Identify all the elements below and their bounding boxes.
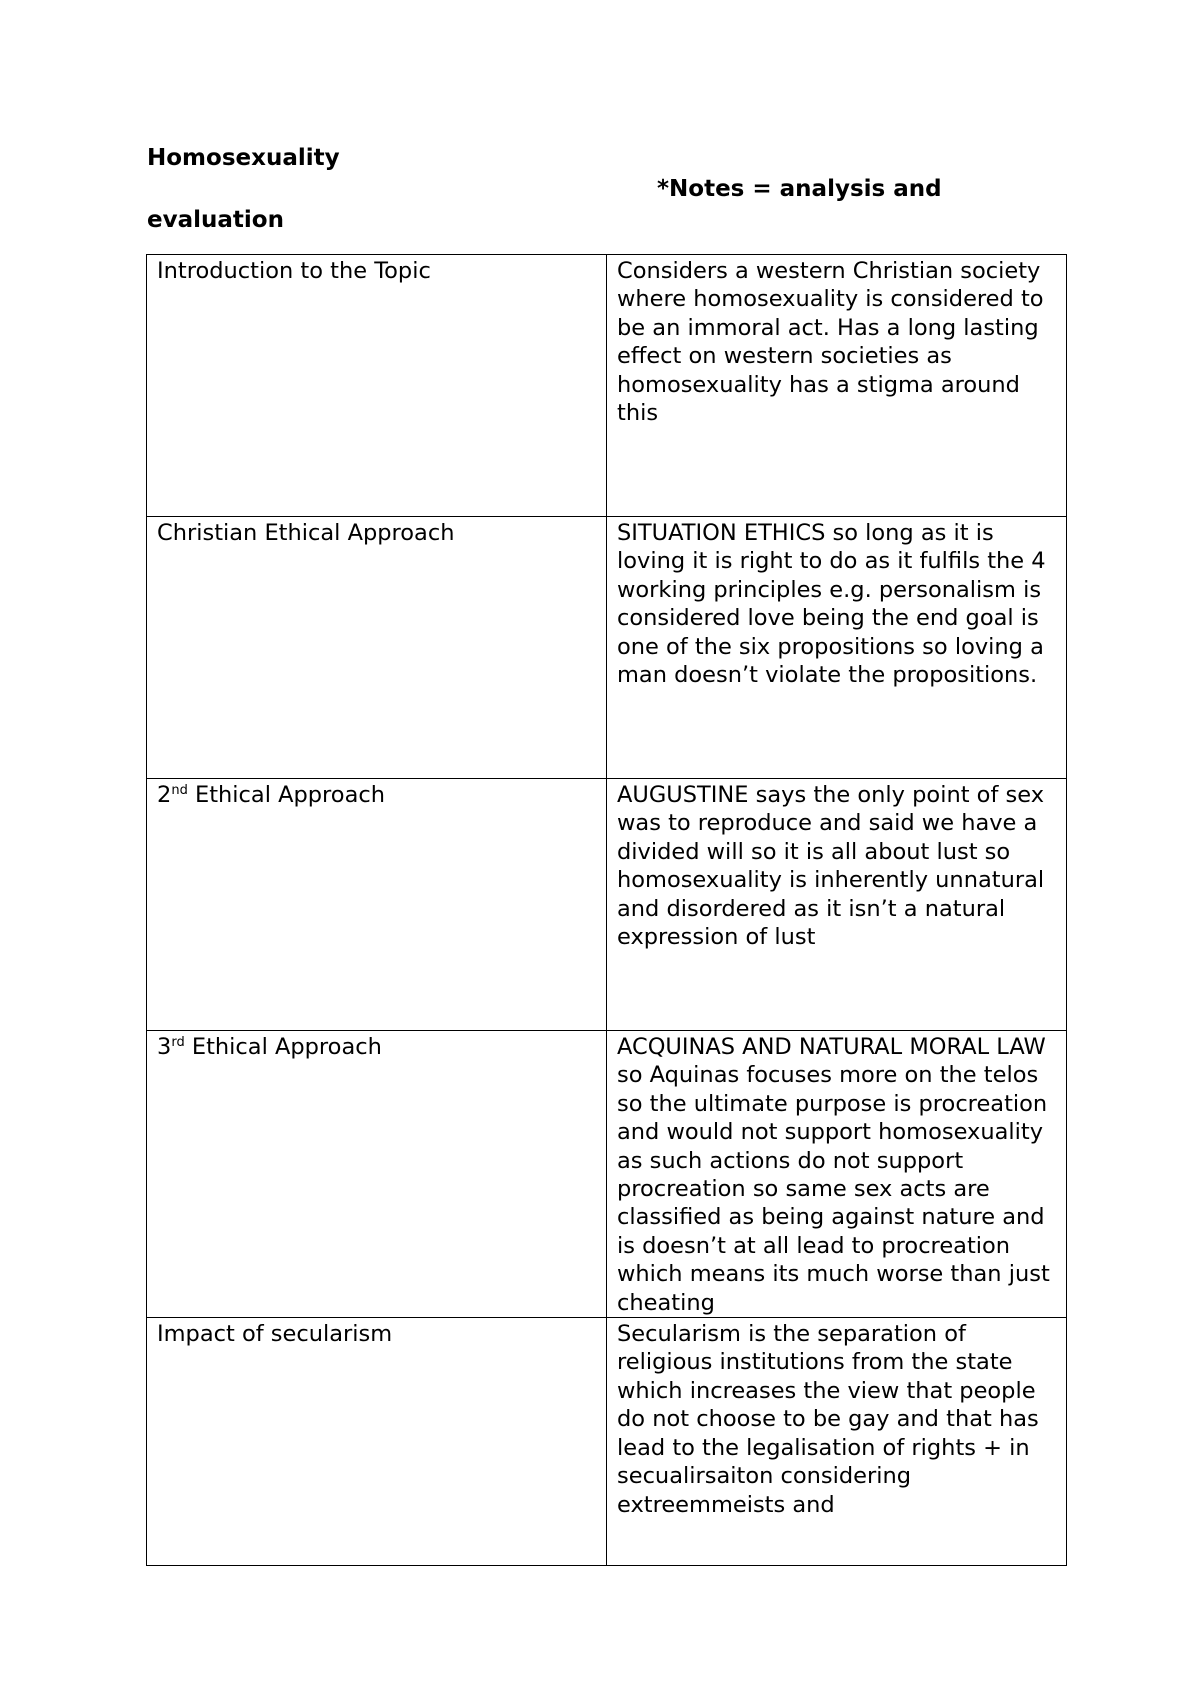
topic-ordinal-number: 3	[157, 1034, 172, 1060]
table-row	[147, 779, 1067, 1031]
notes-table	[146, 254, 1067, 1566]
table-row	[147, 517, 1067, 779]
note-cell: Considers a western Christian society where homosexuality is considered to be an immoral act. Has a long lasting effect on western societies as homosexuality has a stigma around this	[607, 255, 1067, 517]
topic-ordinal-suffix: rd	[171, 1035, 185, 1050]
note-cell: AUGUSTINE says the only point of sex was to reproduce and said we have a divided will so it is all about lust so homosexuality is inherently unnatural and disordered as it isn’t a natural expression of lust	[607, 779, 1067, 1031]
topic-cell: Introduction to the Topic	[147, 255, 607, 517]
table-row	[147, 1318, 1067, 1566]
topic-cell	[147, 779, 607, 1031]
topic-cell: Christian Ethical Approach	[147, 517, 607, 779]
notes-label: *Notes = analysis and	[657, 176, 942, 202]
table-row	[147, 1031, 1067, 1318]
notes-label-continued: evaluation	[147, 207, 284, 233]
note-cell: ACQUINAS AND NATURAL MORAL LAW so Aquinas focuses more on the telos so the ultimate purpose is procreation and would not support homosexuality as such actions do not support procreation so same sex acts are classified as being against nature and is doesn’t at all lead to procreation which means its much worse than just cheating	[607, 1031, 1067, 1318]
table-row	[147, 255, 1067, 517]
topic-label: Ethical Approach	[184, 1034, 382, 1060]
topic-cell: Impact of secularism	[147, 1318, 607, 1566]
topic-ordinal-suffix: nd	[171, 783, 188, 798]
topic-label: Ethical Approach	[187, 782, 385, 808]
topic-ordinal-number: 2	[157, 782, 172, 808]
topic-cell	[147, 1031, 607, 1318]
document-title: Homosexuality	[147, 145, 340, 171]
note-cell: SITUATION ETHICS so long as it is loving it is right to do as it fulfils the 4 working principles e.g. personalism is considered love being the end goal is one of the six propositions so loving a man doesn’t violate the propositions.	[607, 517, 1067, 779]
note-cell: Secularism is the separation of religious institutions from the state which increases the view that people do not choose to be gay and that has lead to the legalisation of rights + in secualirsaiton considering extreemmeists and	[607, 1318, 1067, 1566]
